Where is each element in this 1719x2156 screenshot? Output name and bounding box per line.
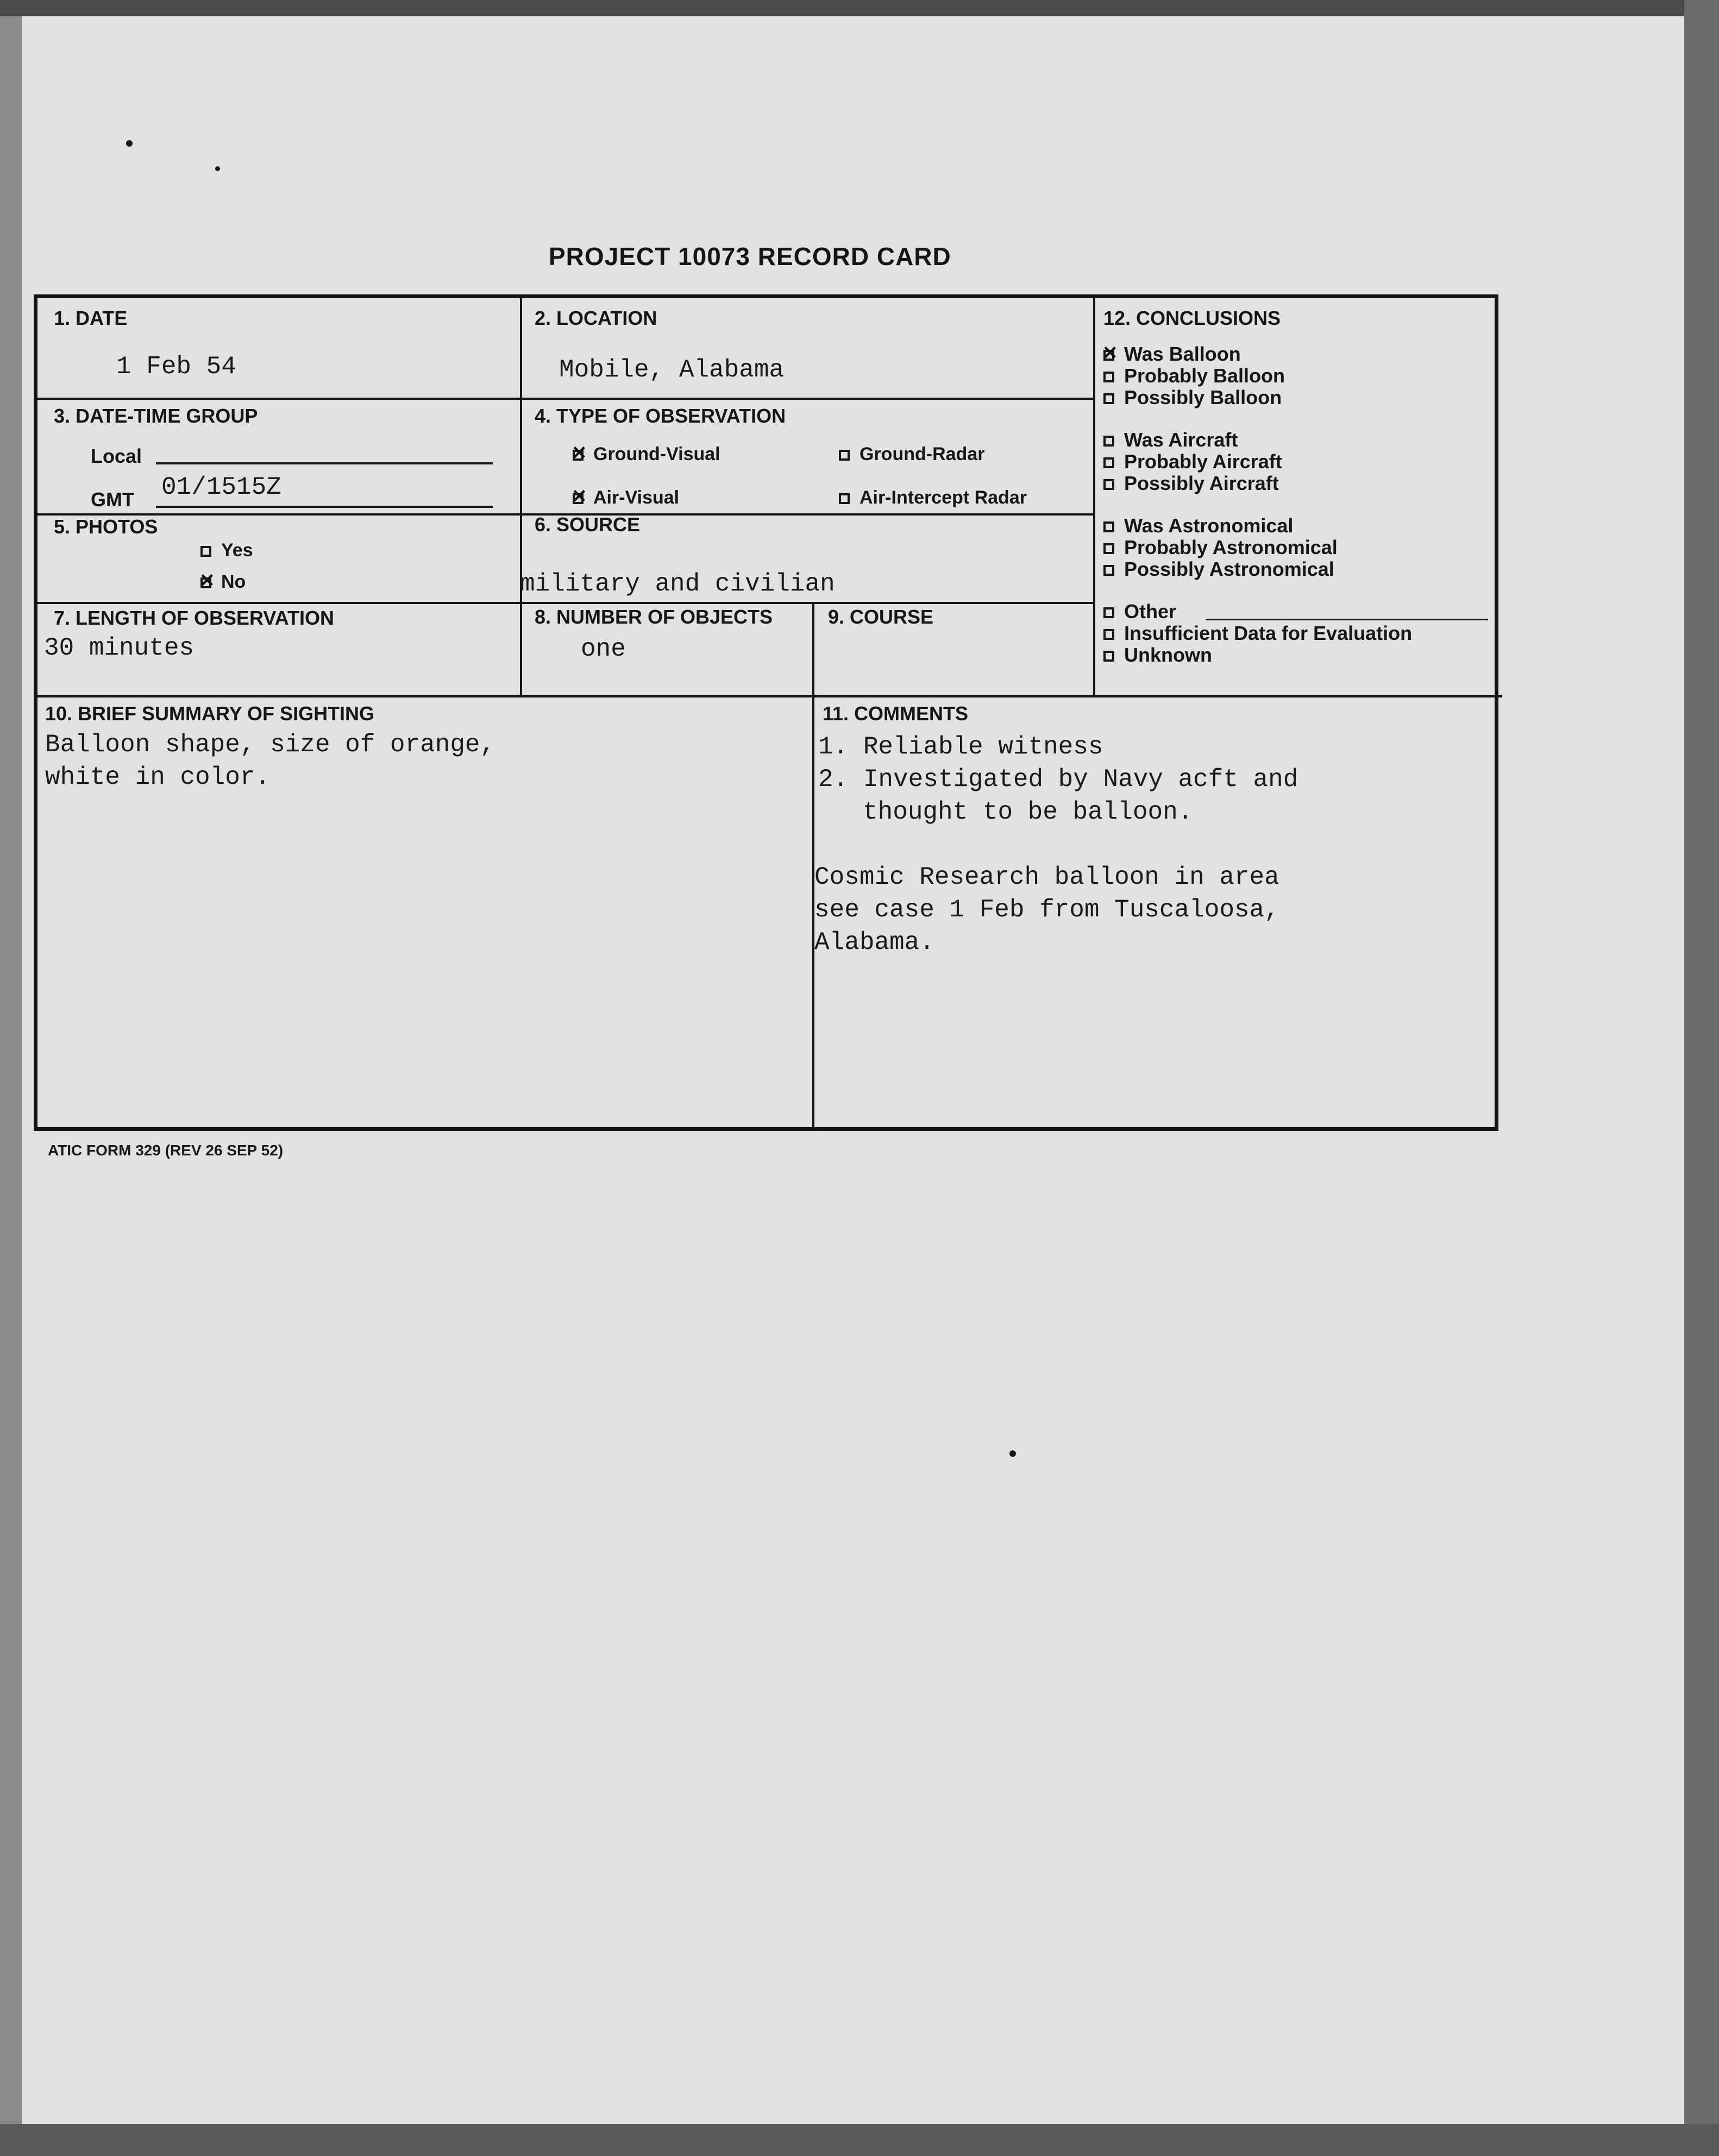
air-intercept-radar-option[interactable] (839, 487, 1027, 508)
air-intercept-radar-checkbox[interactable] (839, 493, 850, 504)
comments-line: Alabama. (814, 928, 934, 957)
photos-no-option[interactable] (200, 571, 246, 593)
conclusion-was-aircraft[interactable] (1103, 429, 1238, 451)
divider (520, 298, 522, 696)
photos-yes-text: Yes (221, 540, 253, 561)
checkbox[interactable] (1103, 565, 1114, 576)
course-label: 9. COURSE (828, 606, 934, 628)
length-of-observation-value: 30 minutes (44, 634, 195, 662)
conclusion-text: Possibly Balloon (1124, 386, 1282, 408)
speck (215, 166, 220, 171)
conclusion-possibly-astronomical[interactable] (1103, 558, 1334, 581)
local-label: Local (91, 445, 142, 467)
conclusion-text: Was Astronomical (1124, 514, 1294, 537)
date-time-group-label: 3. DATE-TIME GROUP (54, 405, 258, 427)
air-visual-option[interactable] (573, 487, 679, 508)
divider (37, 695, 1502, 697)
divider (37, 602, 1095, 604)
checkbox[interactable] (1103, 651, 1114, 662)
checkbox[interactable] (1103, 607, 1114, 618)
gmt-underline (156, 506, 493, 508)
source-label: 6. SOURCE (535, 513, 641, 536)
ground-radar-checkbox[interactable] (839, 450, 850, 461)
conclusion-text: Other (1124, 600, 1177, 623)
type-of-observation-label: 4. TYPE OF OBSERVATION (535, 405, 786, 427)
checkbox[interactable] (1103, 350, 1114, 361)
conclusion-text: Insufficient Data for Evaluation (1124, 622, 1413, 644)
scan-edge-bottom (0, 2124, 1719, 2156)
photos-label: 5. PHOTOS (54, 516, 158, 538)
conclusion-probably-balloon[interactable] (1103, 364, 1285, 387)
location-value: Mobile, Alabama (559, 356, 785, 384)
other-underline (1206, 619, 1488, 620)
conclusion-text: Probably Balloon (1124, 364, 1285, 387)
checkbox[interactable] (1103, 521, 1114, 532)
number-of-objects-value: one (581, 635, 626, 663)
comments-label: 11. COMMENTS (823, 702, 969, 725)
photos-no-text: No (221, 571, 246, 592)
air-intercept-radar-text: Air-Intercept Radar (859, 487, 1027, 508)
form-footer: ATIC FORM 329 (REV 26 SEP 52) (48, 1142, 284, 1159)
source-value: military and civilian (520, 570, 835, 598)
speck (1009, 1450, 1016, 1457)
gmt-value: 01/1515Z (161, 473, 281, 501)
divider (1093, 298, 1095, 696)
checkbox[interactable] (1103, 436, 1114, 447)
brief-summary-label: 10. BRIEF SUMMARY OF SIGHTING (45, 702, 375, 725)
air-visual-checkbox[interactable] (573, 493, 584, 504)
number-of-objects-label: 8. NUMBER OF OBJECTS (535, 606, 773, 628)
conclusion-text: Unknown (1124, 644, 1212, 666)
conclusion-was-astronomical[interactable] (1103, 514, 1293, 537)
conclusion-possibly-balloon[interactable] (1103, 386, 1282, 409)
air-visual-text: Air-Visual (593, 487, 680, 508)
conclusion-text: Probably Aircraft (1124, 450, 1282, 473)
conclusions-label: 12. CONCLUSIONS (1103, 307, 1281, 329)
ground-visual-text: Ground-Visual (593, 444, 720, 464)
ground-visual-option[interactable] (573, 444, 720, 465)
checkbox[interactable] (1103, 629, 1114, 640)
photos-yes-checkbox[interactable] (200, 546, 211, 557)
conclusion-insufficient-data[interactable] (1103, 622, 1412, 645)
ground-radar-option[interactable] (839, 444, 984, 465)
divider (37, 398, 1095, 400)
location-label: 2. LOCATION (535, 307, 657, 329)
checkbox[interactable] (1103, 457, 1114, 468)
photos-yes-option[interactable] (200, 540, 253, 561)
checkbox[interactable] (1103, 393, 1114, 404)
conclusion-probably-aircraft[interactable] (1103, 450, 1282, 473)
length-of-observation-label: 7. LENGTH OF OBSERVATION (54, 607, 335, 629)
brief-summary-line: Balloon shape, size of orange, (45, 731, 495, 759)
local-underline (156, 462, 493, 464)
checkbox[interactable] (1103, 479, 1114, 490)
conclusion-text: Probably Astronomical (1124, 536, 1338, 558)
conclusion-text: Possibly Astronomical (1124, 558, 1334, 580)
comments-line: Cosmic Research balloon in area (814, 863, 1279, 891)
scan-edge-top (0, 0, 1719, 16)
ground-radar-text: Ground-Radar (859, 444, 985, 464)
comments-line: 2. Investigated by Navy acft and (818, 765, 1298, 794)
conclusion-probably-astronomical[interactable] (1103, 536, 1338, 559)
date-value: 1 Feb 54 (116, 353, 236, 381)
conclusion-was-balloon[interactable] (1103, 343, 1241, 366)
gmt-label: GMT (91, 488, 134, 511)
checkbox[interactable] (1103, 543, 1114, 554)
photos-no-checkbox[interactable] (200, 577, 211, 588)
checkbox[interactable] (1103, 372, 1114, 382)
conclusion-other[interactable] (1103, 600, 1176, 623)
scan-edge-left (0, 0, 22, 2156)
brief-summary-line: white in color. (45, 763, 271, 791)
speck (126, 140, 133, 147)
conclusion-unknown[interactable] (1103, 644, 1212, 667)
card-title: PROJECT 10073 RECORD CARD (549, 242, 951, 271)
scan-edge-right (1684, 0, 1719, 2156)
conclusion-text: Possibly Aircraft (1124, 472, 1279, 494)
conclusion-text: Was Aircraft (1124, 429, 1238, 451)
conclusion-possibly-aircraft[interactable] (1103, 472, 1279, 495)
comments-line: thought to be balloon. (863, 798, 1193, 826)
ground-visual-checkbox[interactable] (573, 450, 584, 461)
record-card (34, 294, 1498, 1131)
conclusion-text: Was Balloon (1124, 343, 1241, 365)
comments-line: 1. Reliable witness (818, 733, 1103, 761)
comments-line: see case 1 Feb from Tuscaloosa, (814, 896, 1279, 924)
date-label: 1. DATE (54, 307, 128, 329)
